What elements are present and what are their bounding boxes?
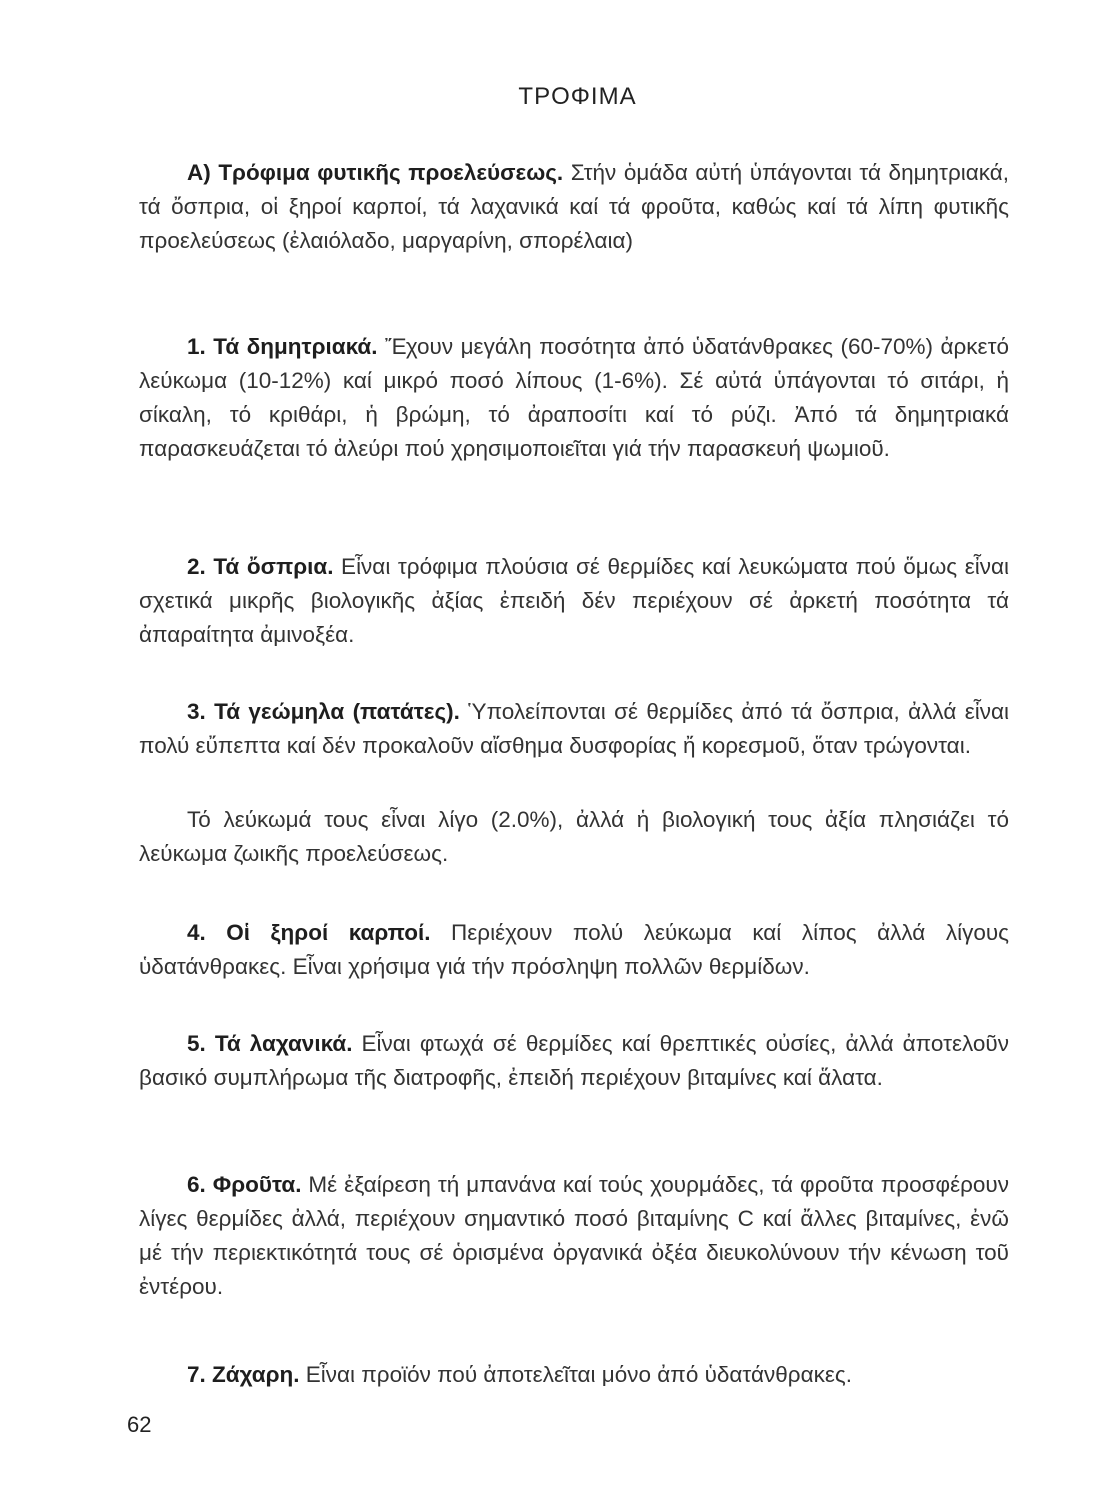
section-text: Στήν ὁμάδα αὐτή ὑπάγονται τά δημητριακά, τά ὄσπρια, οἱ ξηροί καρποί, τά λαχανικά καί τά φροῦτα, καθώς καί τά λίπη φυτικῆς προελεύσεως (ἐλαιόλαδο, μαργαρίνη, σπορέλαια) (139, 160, 1009, 253)
section-vegetables (139, 1027, 1009, 1095)
section-legumes (139, 550, 1009, 652)
section-text: Εἶναι τρόφιμα πλούσια σέ θερμίδες καί λευκώματα πού ὅμως εἶναι σχετικά μικρῆς βιολογικῆς ἀξίας ἐπειδή δέν περιέχουν σέ ἀρκετή ποσότητα τά ἀπαραίτητα ἀμινοξέα. (139, 554, 1009, 647)
section-heading: 3. Τά γεώμηλα (πατάτες). (187, 699, 460, 724)
section-fruits (139, 1168, 1009, 1304)
section-potatoes (139, 695, 1009, 763)
page-title: ΤΡΟΦΙΜΑ (518, 83, 637, 110)
section-heading: Α) Τρόφιμα φυτικῆς προελεύσεως. (187, 160, 564, 185)
section-heading: 6. Φροῦτα. (187, 1172, 302, 1197)
page-number: 62 (127, 1412, 152, 1437)
section-nuts (139, 916, 1009, 984)
section-heading: 7. Ζάχαρη. (187, 1362, 300, 1387)
section-potatoes-continuation: Τό λεύκωμά τους εἶναι λίγο (2.0%), ἀλλά ἡ βιολογική τους ἀξία πλησιάζει τό λεύκωμα ζωικῆς προελεύσεως. (139, 807, 1009, 866)
section-heading: 5. Τά λαχανικά. (187, 1031, 353, 1056)
section-text: Εἶναι προϊόν πού ἀποτελεῖται μόνο ἀπό ὑδατάνθρακες. (299, 1362, 852, 1387)
section-text: Εἶναι φτωχά σέ θερμίδες καί θρεπτικές οὐσίες, ἀλλά ἀποτελοῦν βασικό συμπλήρωμα τῆς διατροφῆς, ἐπειδή περιέχουν βιταμίνες καί ἅλατα. (139, 1031, 1009, 1090)
section-text: Περιέχουν πολύ λεύκωμα καί λίπος ἀλλά λίγους ὑδατάνθρακες. Εἶναι χρήσιμα γιά τήν πρόσληψη πολλῶν θερμίδων. (139, 920, 1009, 979)
section-text: Ἔχουν μεγάλη ποσότητα ἀπό ὑδατάνθρακες (60-70%) ἀρκετό λεύκωμα (10-12%) καί μικρό ποσό λίπους (1-6%). Σέ αὐτά ὑπάγονται τό σιτάρι, ἡ σίκαλη, τό κριθάρι, ἡ βρώμη, τό ἀραποσίτι καί τό ρύζι. Ἀπό τά δημητριακά παρασκευάζεται τό ἀλεύρι πού χρησιμοποιεῖται γιά τήν παρασκευή ψωμιοῦ. (139, 334, 1009, 461)
section-heading: 2. Τά ὄσπρια. (187, 554, 334, 579)
section-heading: 1. Τά δημητριακά. (187, 334, 378, 359)
section-plant-foods (139, 156, 1009, 258)
section-cereals (139, 330, 1009, 466)
section-text: Ὑπολείπονται σέ θερμίδες ἀπό τά ὄσπρια, ἀλλά εἶναι πολύ εὔπεπτα καί δέν προκαλοῦν αἴσθημα δυσφορίας ἤ κορεσμοῦ, ὅταν τρώγονται. (139, 699, 1009, 758)
section-text: Μέ ἐξαίρεση τή μπανάνα καί τούς χουρμάδες, τά φροῦτα προσφέρουν λίγες θερμίδες ἀλλά, περιέχουν σημαντικό ποσό βιταμίνης C καί ἄλλες βιταμίνες, ἐνῶ μέ τήν περιεκτικότητά τους σέ ὁρισμένα ὀργανικά ὀξέα διευκολύνουν τήν κένωση τοῦ ἐντέρου. (139, 1172, 1009, 1299)
section-sugar (139, 1358, 1009, 1392)
section-heading: 4. Οἱ ξηροί καρποί. (187, 920, 431, 945)
